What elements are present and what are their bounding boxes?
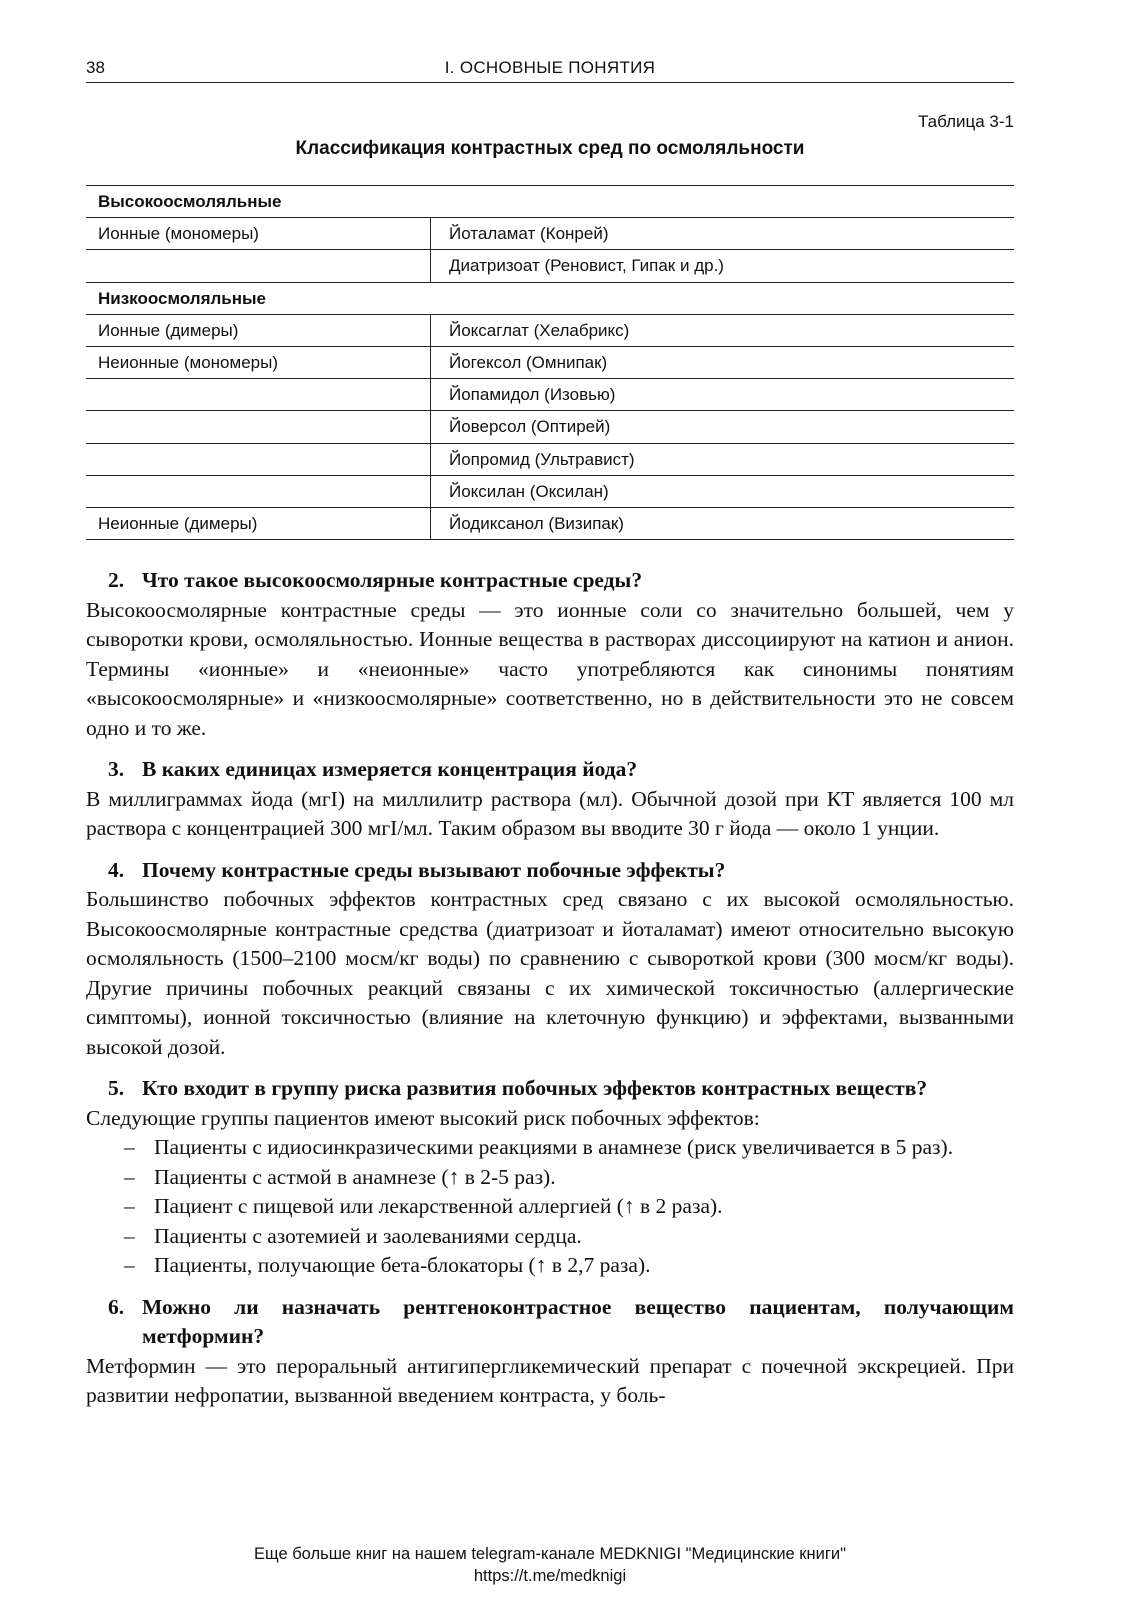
question-text: В каких единицах измеряется концентрация йода? (142, 757, 638, 781)
category-cell: Ионные (димеры) (86, 315, 431, 346)
table-row (86, 315, 1014, 347)
list-item (86, 1163, 1014, 1193)
classification-table (86, 185, 1014, 540)
table-group-row (86, 186, 1014, 218)
answer-text: Метформин — это пероральный антигипергликемический препарат с почечной экскрецией. При развитии нефропатии, вызванной введением контраста, у боль- (86, 1353, 1014, 1407)
table-row (86, 476, 1014, 508)
agent-cell: Йодиксанол (Визипак) (449, 513, 624, 533)
list-marker: – (124, 1223, 135, 1248)
question-number: 6. (108, 1294, 125, 1319)
agent-cell: Диатризоат (Реновист, Гипак и др.) (449, 256, 724, 276)
question-number: 3. (108, 757, 125, 781)
question-heading (86, 1293, 1014, 1352)
list-item-text: Пациент с пищевой или лекарственной аллергией (↑ в 2 раза). (154, 1194, 723, 1218)
list-item (86, 1192, 1014, 1222)
table-row (86, 411, 1014, 443)
answer-text: Высокоосмолярные контрастные среды — это ионные соли со значительно большей, чем у сыворотки крови, осмоляльностью. Ионные вещества в растворах диссоциируют на катион и анион. Термины «ионные» и «неионные» часто употребляются как синонимы понятиям «высокоосмолярные» и «низкоосмолярные» соответственно, но в действительности это не совсем одно и то же. (86, 597, 1014, 740)
question-heading (86, 1074, 1014, 1104)
list-marker: – (124, 1164, 135, 1189)
table-group-row (86, 283, 1014, 315)
question-text: Можно ли назначать рентгеноконтрастное вещество пациентам, получающим метформин? (142, 1294, 1014, 1348)
table-label: Таблица 3-1 (918, 112, 1014, 131)
agent-cell: Йогексол (Омнипак) (449, 352, 608, 372)
question-heading (86, 566, 1014, 596)
footer-link[interactable]: https://t.me/medknigi (473, 1567, 627, 1585)
qa-section (86, 566, 1014, 743)
agent-cell: Йоксаглат (Хелабрикс) (449, 320, 630, 340)
question-text: Почему контрастные среды вызывают побочные эффекты? (142, 857, 726, 882)
qa-section (86, 1293, 1014, 1411)
list-marker: – (124, 1253, 135, 1277)
category-cell (86, 411, 431, 442)
running-header (86, 52, 1014, 83)
question-heading (86, 755, 1014, 785)
risk-group-list (86, 1133, 1014, 1281)
agent-cell: Йоталамат (Конрей) (449, 224, 609, 244)
group-heading: Низкоосмоляльные (98, 288, 266, 308)
agent-cell: Йопамидол (Изовью) (449, 385, 616, 405)
table-caption: Классификация контрастных сред по осмоляльности (295, 138, 805, 159)
category-cell (86, 250, 431, 281)
question-number: 4. (108, 857, 125, 882)
category-cell: Неионные (мономеры) (86, 347, 431, 378)
table-row (86, 250, 1014, 282)
answer-text: Большинство побочных эффектов контрастных сред связано с их высокой осмоляльностью. Высокоосмолярные контрастные средства (диатризоат и йоталамат) имеют относительно высокую осмоляльность (1500–2100 мосм/кг воды) по сравнению с сывороткой крови (300 мосм/кг воды). Другие причины побочных реакций связаны с их химической токсичностью (аллергические симптомы), ионной токсичностью (влияние на клеточную функцию) и эффектами, вызванными высокой дозой. (86, 887, 1014, 1059)
list-marker: – (124, 1194, 135, 1218)
table-row (86, 379, 1014, 411)
table-row (86, 444, 1014, 476)
section-title: I. ОСНОВНЫЕ ПОНЯТИЯ (444, 58, 656, 77)
question-heading (86, 856, 1014, 886)
group-heading: Высокоосмоляльные (98, 192, 282, 211)
question-number: 2. (108, 568, 125, 592)
list-item (86, 1251, 1014, 1281)
agent-cell: Йоксилан (Оксилан) (449, 481, 609, 501)
list-item (86, 1133, 1014, 1163)
qa-section (86, 856, 1014, 1063)
footer (86, 1543, 1014, 1587)
agent-cell: Йопромид (Ультравист) (449, 449, 635, 469)
list-item-text: Пациенты с идиосинкразическими реакциями в анамнезе (риск увеличивается в 5 раз). (154, 1135, 954, 1159)
question-text: Кто входит в группу риска развития побочных эффектов контрастных веществ? (142, 1076, 928, 1100)
list-item-text: Пациенты, получающие бета-блокаторы (↑ в 2,7 раза). (154, 1253, 651, 1277)
list-marker: – (124, 1135, 135, 1159)
page-number: 38 (86, 58, 105, 77)
category-cell (86, 444, 431, 475)
table-row (86, 508, 1014, 540)
category-cell: Ионные (мономеры) (86, 218, 431, 249)
list-item-text: Пациенты с азотемией и заолеваниями сердца. (154, 1223, 582, 1248)
footer-line-1: Еще больше книг на нашем telegram-канале MEDKNIGI "Медицинские книги" (254, 1545, 846, 1563)
category-cell (86, 476, 431, 507)
question-text: Что такое высокоосмолярные контрастные среды? (142, 568, 643, 592)
qa-section (86, 755, 1014, 844)
question-number: 5. (108, 1076, 125, 1100)
category-cell: Неионные (димеры) (86, 508, 431, 539)
list-item (86, 1222, 1014, 1252)
page-body (86, 566, 1014, 1423)
table-row (86, 347, 1014, 379)
agent-cell: Йоверсол (Оптирей) (449, 417, 611, 437)
answer-text: В миллиграммах йода (мгI) на миллилитр раствора (мл). Обычной дозой при КТ является 100 мл раствора с концентрацией 300 мгI/мл. Таким образом вы вводите 30 г йода — около 1 унции. (86, 786, 1014, 840)
answer-text: Следующие группы пациентов имеют высокий риск побочных эффектов: (86, 1105, 760, 1130)
category-cell (86, 379, 431, 410)
qa-section (86, 1074, 1014, 1281)
table-row (86, 218, 1014, 250)
list-item-text: Пациенты с астмой в анамнезе (↑ в 2-5 раз). (154, 1164, 556, 1189)
